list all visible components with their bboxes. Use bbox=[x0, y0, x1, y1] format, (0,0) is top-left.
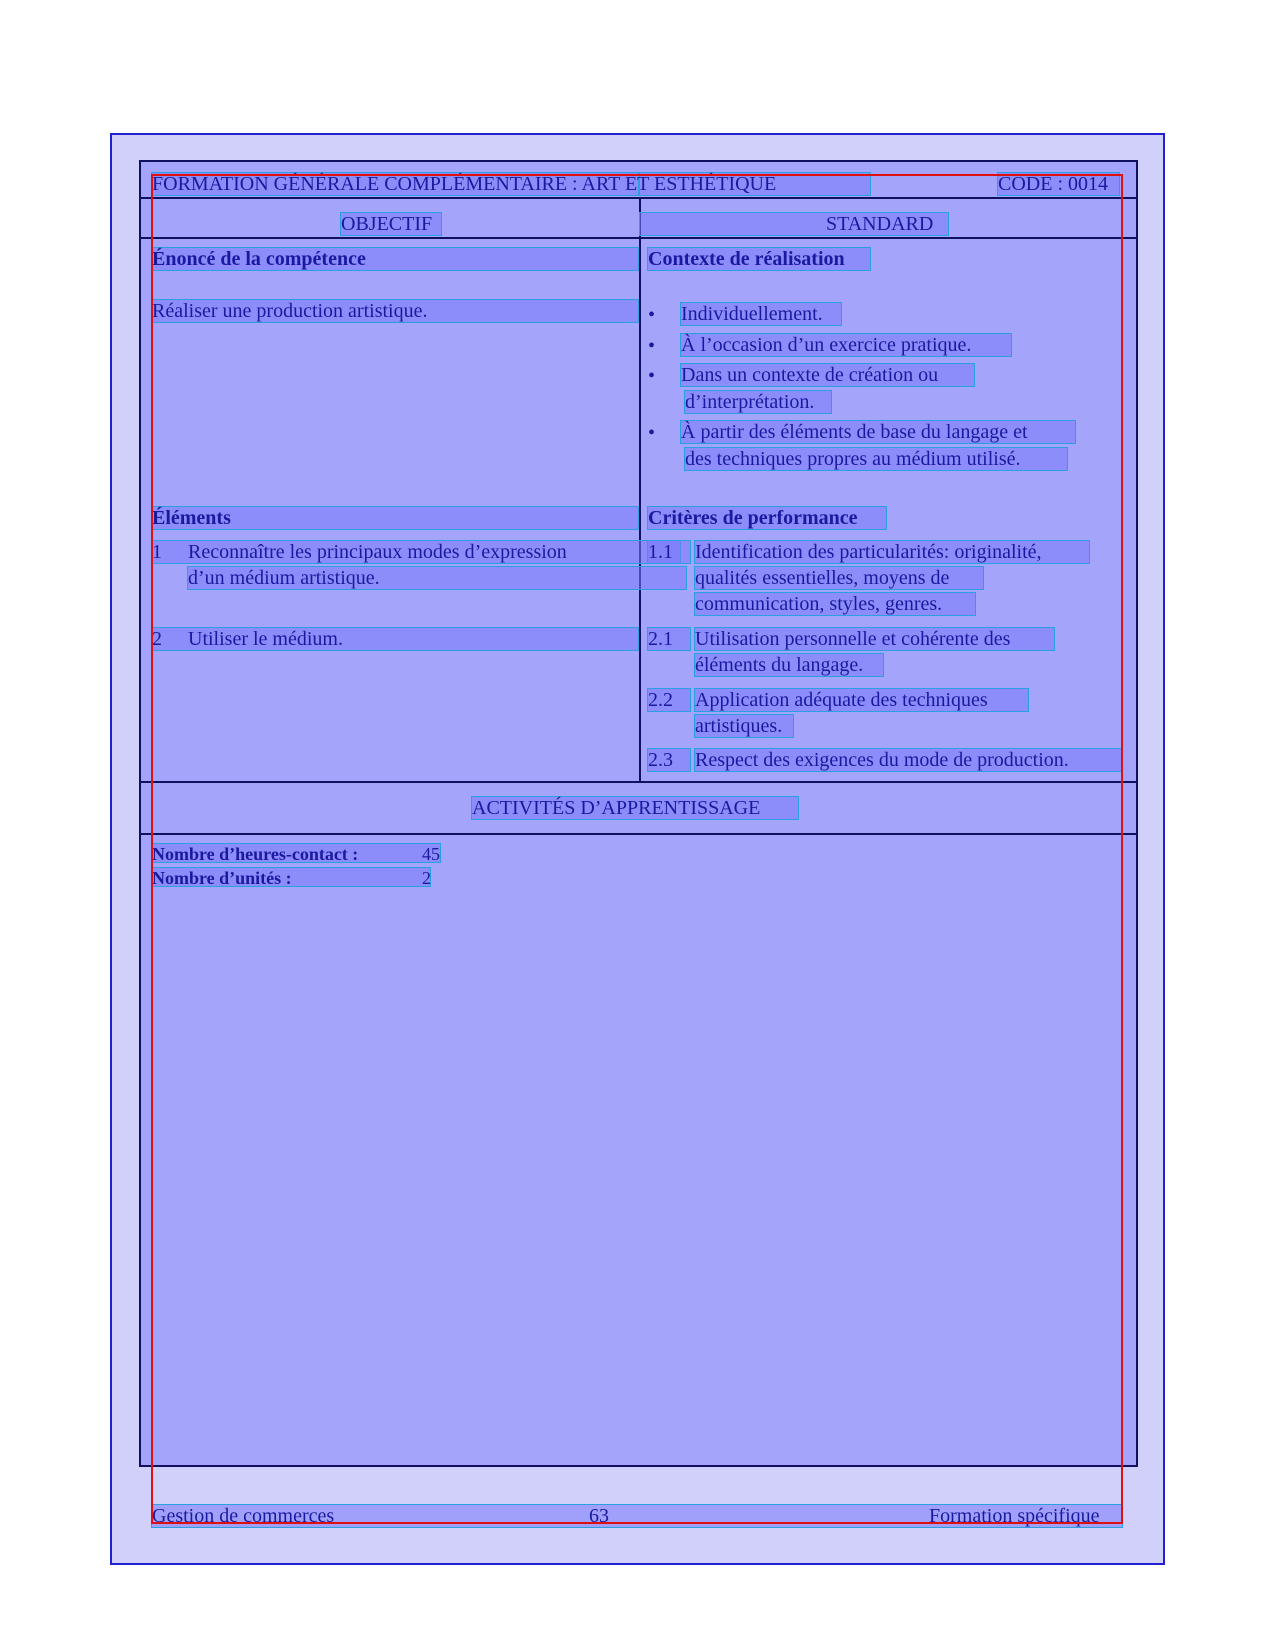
contexte-item: À l’occasion d’un exercice pratique. bbox=[681, 334, 972, 356]
critere-text: éléments du langage. bbox=[695, 654, 864, 676]
criteres-heading: Critères de performance bbox=[648, 507, 858, 529]
element-text: Reconnaître les principaux modes d’expression bbox=[188, 541, 567, 563]
rule-activities-top bbox=[139, 781, 1138, 783]
page-number: 63 bbox=[589, 1505, 609, 1527]
critere-text: qualités essentielles, moyens de bbox=[695, 567, 950, 589]
rule-activities-bottom bbox=[139, 833, 1138, 835]
critere-number: 1.1 bbox=[648, 541, 673, 563]
footer-left: Gestion de commerces bbox=[152, 1505, 335, 1527]
hours-label: Nombre d’heures-contact : bbox=[152, 844, 359, 864]
bullet-marker: • bbox=[648, 335, 656, 357]
element-text: Utiliser le médium. bbox=[188, 628, 343, 650]
contexte-item-continuation: des techniques propres au médium utilisé. bbox=[685, 448, 1021, 470]
critere-text: communication, styles, genres. bbox=[695, 593, 943, 615]
units-label: Nombre d’unités : bbox=[152, 868, 292, 888]
bullet-marker: • bbox=[648, 365, 656, 387]
critere-number: 2.2 bbox=[648, 689, 673, 711]
column-objectif: OBJECTIF bbox=[341, 213, 433, 235]
elements-heading: Éléments bbox=[152, 507, 231, 529]
critere-text: Application adéquate des techniques bbox=[695, 689, 988, 711]
column-standard: STANDARD bbox=[826, 213, 934, 235]
column-divider bbox=[639, 197, 641, 783]
critere-text: Identification des particularités: originalité, bbox=[695, 541, 1042, 563]
bullet-marker: • bbox=[648, 422, 656, 444]
competence-text: Réaliser une production artistique. bbox=[152, 300, 428, 322]
program-title: FORMATION GÉNÉRALE COMPLÉMENTAIRE : ART ET ESTHÉTIQUE bbox=[152, 173, 777, 195]
critere-text: Respect des exigences du mode de production. bbox=[695, 749, 1069, 771]
contexte-item: Individuellement. bbox=[681, 303, 823, 325]
units-value: 2 bbox=[422, 868, 431, 888]
bullet-marker: • bbox=[648, 304, 656, 326]
critere-number: 2.1 bbox=[648, 628, 673, 650]
program-code: CODE : 0014 bbox=[998, 173, 1108, 195]
element-number: 1 bbox=[152, 541, 162, 563]
critere-text: Utilisation personnelle et cohérente des bbox=[695, 628, 1011, 650]
contexte-item: À partir des éléments de base du langage et bbox=[681, 421, 1028, 443]
critere-number: 2.3 bbox=[648, 749, 673, 771]
contexte-heading: Contexte de réalisation bbox=[648, 248, 845, 270]
contexte-item: Dans un contexte de création ou bbox=[681, 364, 939, 386]
element-number: 2 bbox=[152, 628, 162, 650]
footer-right: Formation spécifique bbox=[929, 1505, 1100, 1527]
competence-heading: Énoncé de la compétence bbox=[152, 248, 366, 270]
element-text-continuation: d’un médium artistique. bbox=[188, 567, 380, 589]
contexte-item-continuation: d’interprétation. bbox=[685, 391, 815, 413]
activities-heading: ACTIVITÉS D’APPRENTISSAGE bbox=[472, 797, 761, 819]
critere-text: artistiques. bbox=[695, 715, 783, 737]
hours-value: 45 bbox=[422, 844, 440, 864]
